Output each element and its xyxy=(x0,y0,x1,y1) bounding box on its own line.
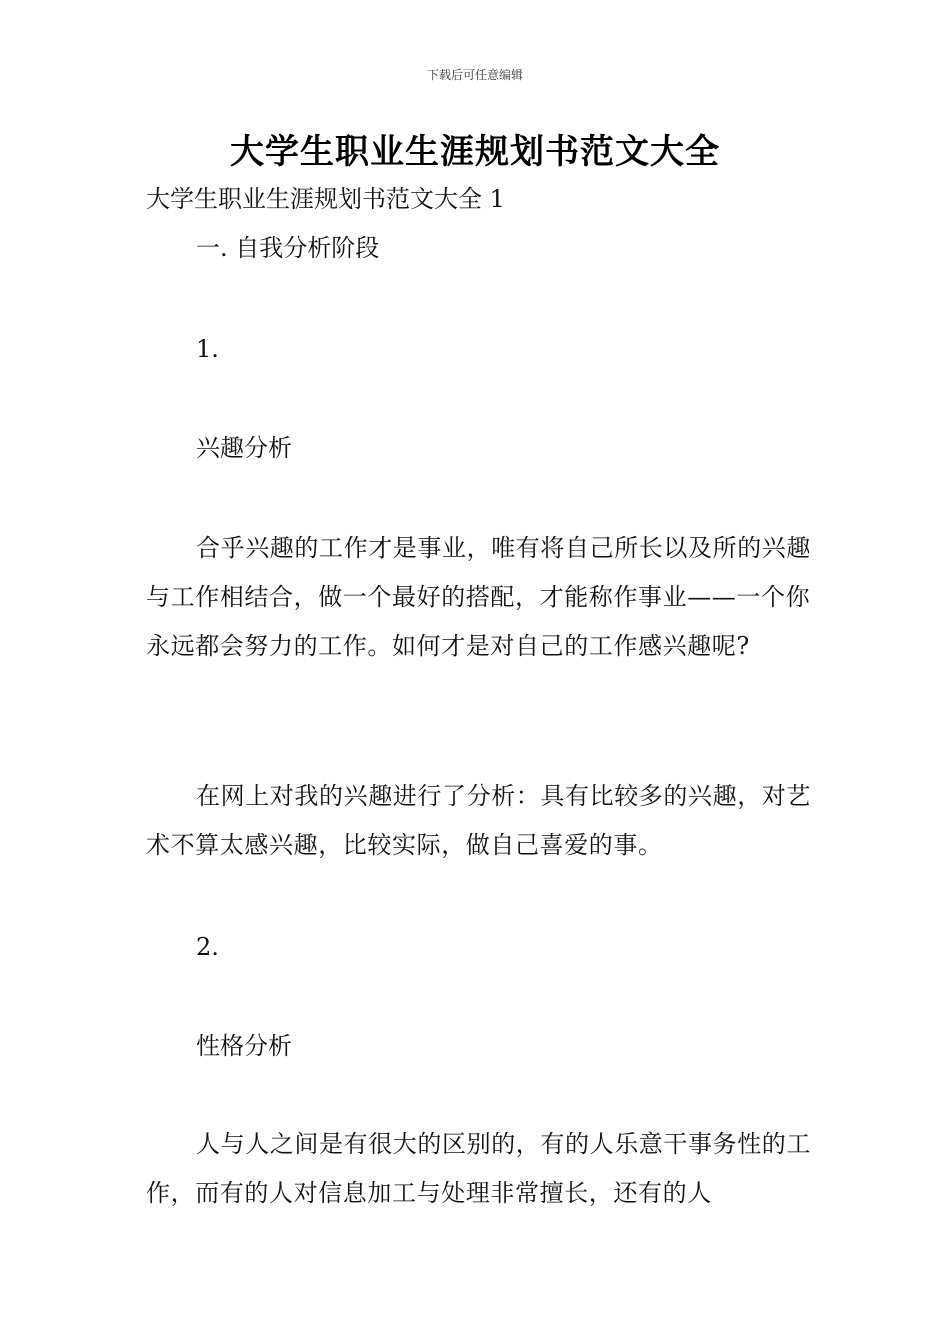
item-number-2: 2. xyxy=(196,933,219,961)
item-number-1: 1. xyxy=(196,335,219,363)
paragraph-interest-1 xyxy=(146,524,811,671)
document-subtitle: 大学生职业生涯规划书范文大全 1 xyxy=(146,185,505,213)
section-heading: 一. 自我分析阶段 xyxy=(196,234,380,262)
item-heading-interest: 兴趣分析 xyxy=(196,434,292,462)
paragraph-personality-1 xyxy=(146,1120,811,1218)
paragraph-text: 合乎兴趣的工作才是事业，唯有将自己所长以及所的兴趣与工作相结合，做一个最好的搭配，才能称作事业——一个你永远都会努力的工作。如何才是对自己的工作感兴趣呢? xyxy=(146,534,811,660)
document-title: 大学生职业生涯规划书范文大全 xyxy=(230,132,720,172)
paragraph-text: 在网上对我的兴趣进行了分析：具有比较多的兴趣，对艺术不算太感兴趣，比较实际，做自己喜爱的事。 xyxy=(146,782,811,859)
paragraph-interest-2 xyxy=(146,772,811,870)
item-heading-personality: 性格分析 xyxy=(196,1032,292,1060)
header-note: 下载后可任意编辑 xyxy=(426,68,523,82)
paragraph-text: 人与人之间是有很大的区别的，有的人乐意干事务性的工作，而有的人对信息加工与处理非常擅长，还有的人 xyxy=(146,1130,811,1207)
